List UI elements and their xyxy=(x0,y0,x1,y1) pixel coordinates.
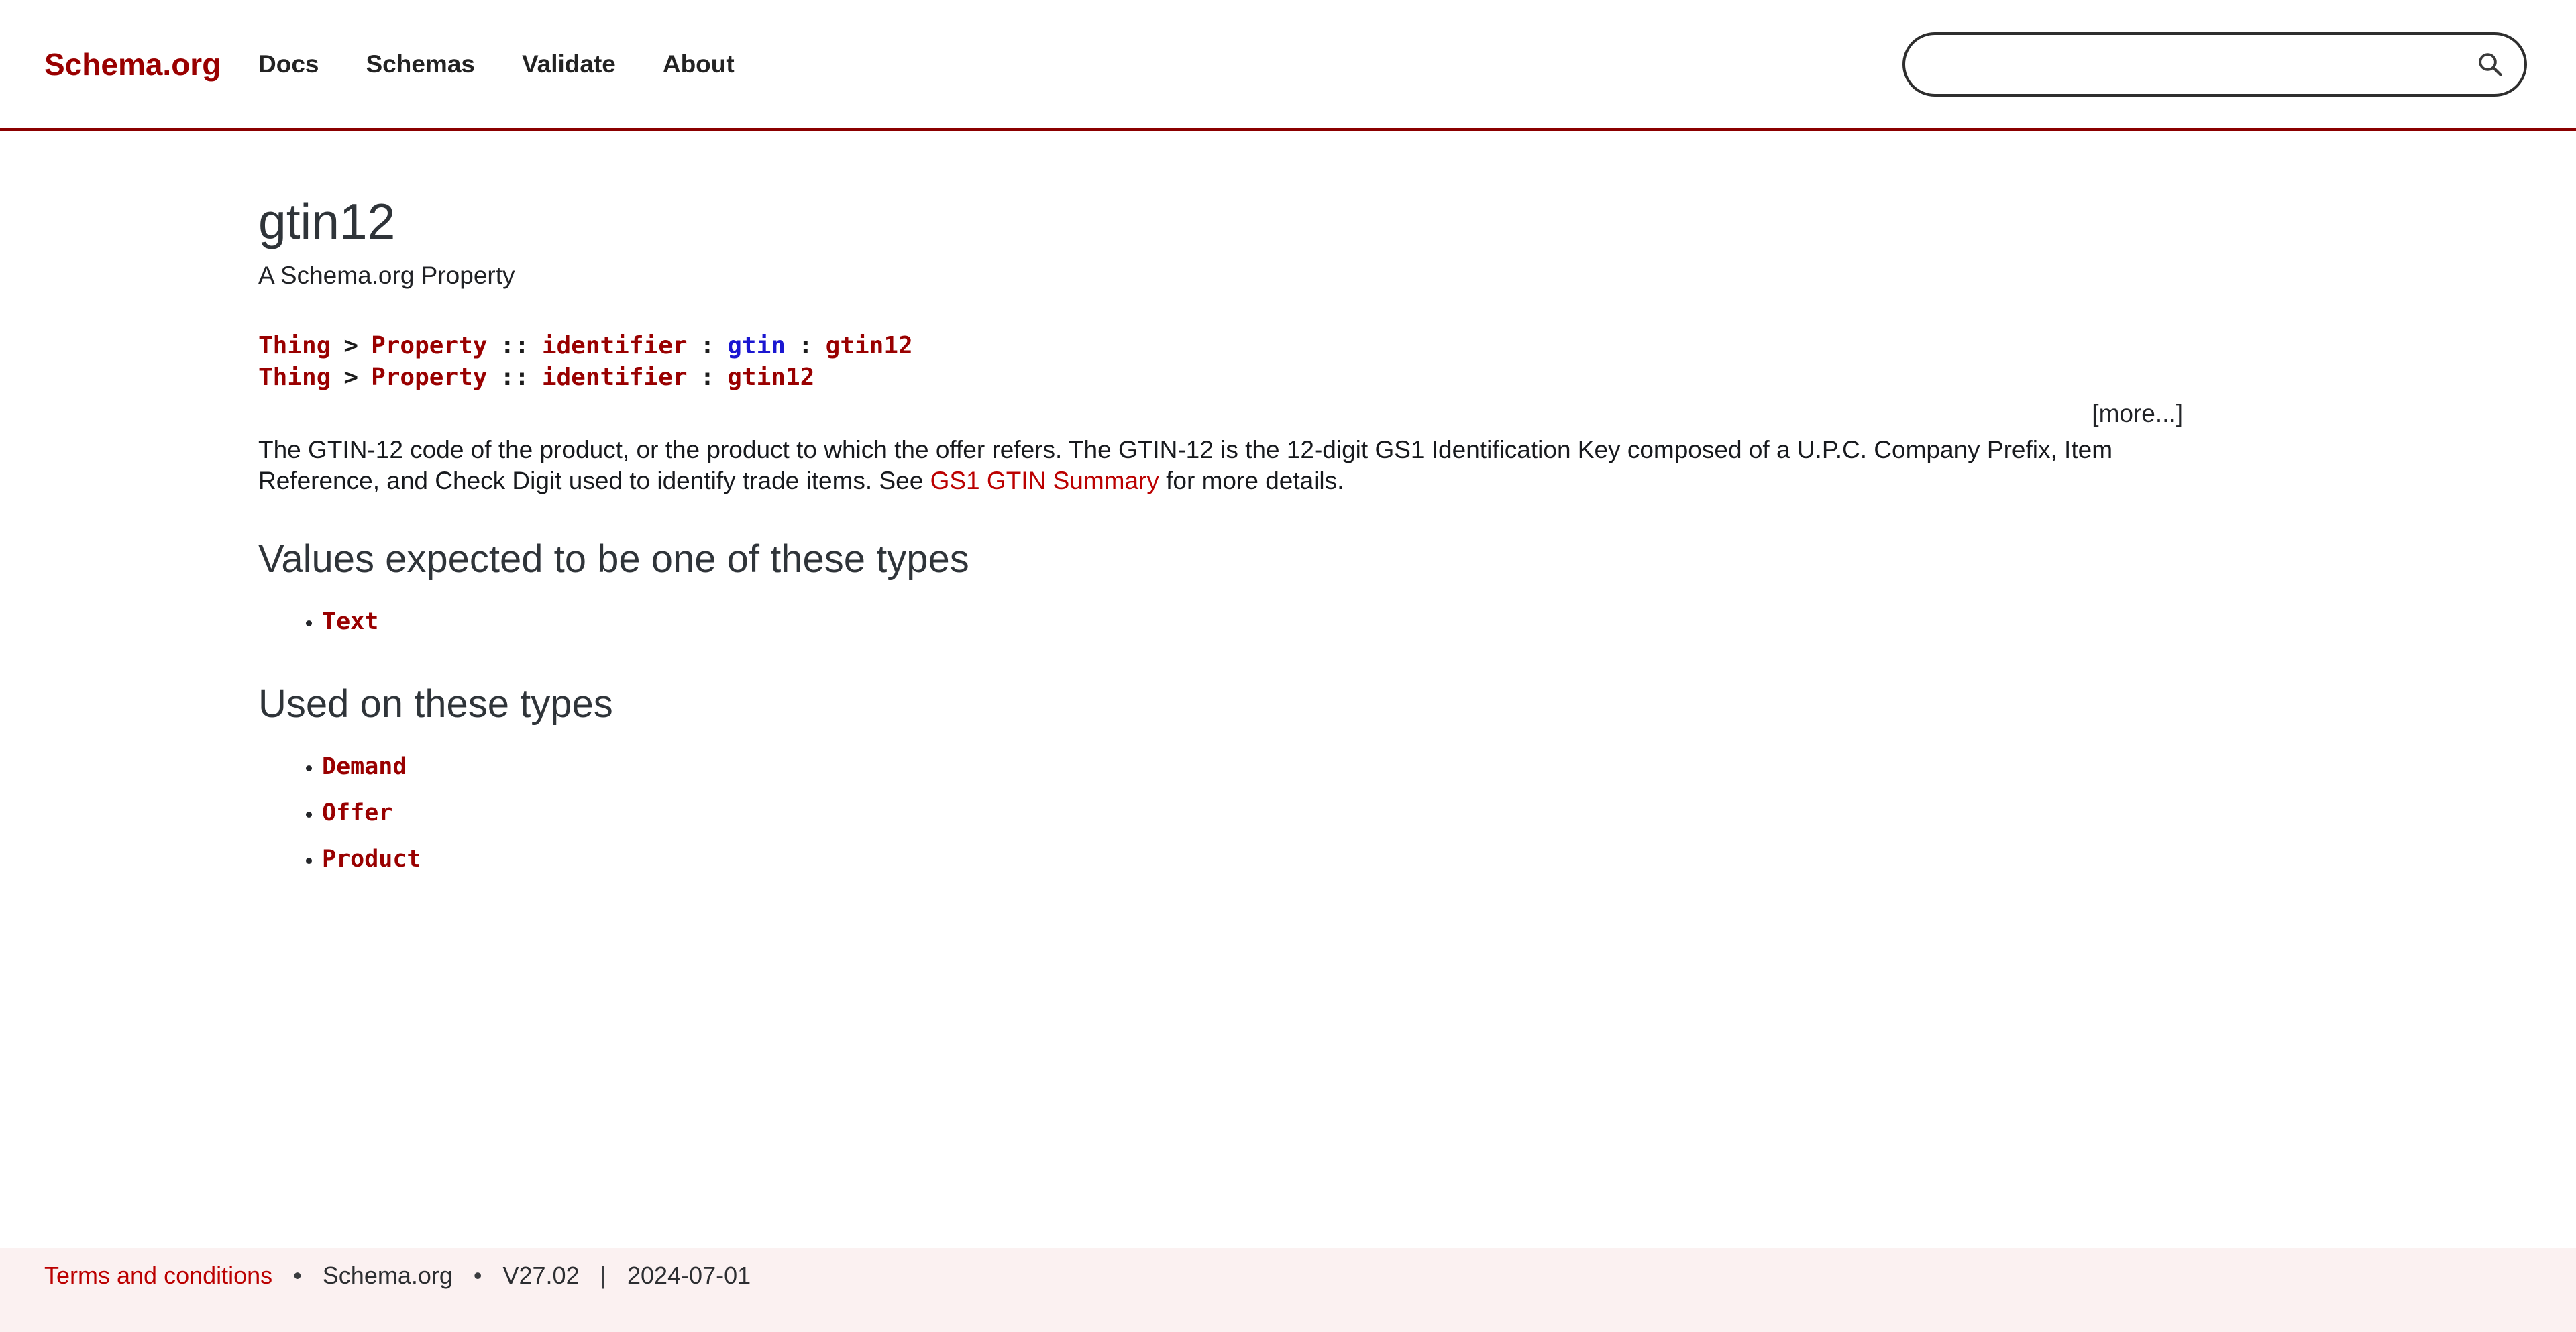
description-text: for more details. xyxy=(1159,466,1344,494)
values-section-title: Values expected to be one of these types xyxy=(258,537,969,581)
crumb-thing[interactable]: Thing xyxy=(258,331,331,359)
breadcrumb-line-1 xyxy=(258,330,2183,362)
crumb-separator: :: xyxy=(500,363,529,391)
crumb-thing[interactable]: Thing xyxy=(258,363,331,391)
used-section-title: Used on these types xyxy=(258,681,613,726)
breadcrumb-line-2 xyxy=(258,362,2183,393)
main-nav xyxy=(258,50,735,78)
nav-validate[interactable]: Validate xyxy=(521,50,616,78)
type-link-offer[interactable]: Offer xyxy=(322,799,393,826)
used-on-types-list xyxy=(258,752,2183,879)
crumb-identifier[interactable]: identifier xyxy=(541,363,688,391)
breadcrumb xyxy=(258,330,2183,393)
main-content xyxy=(0,131,2576,1248)
crumb-property[interactable]: Property xyxy=(371,331,488,359)
description-text: The GTIN-12 code of the product, or the product to which the offer refers. The GTIN-12 is the 12-digit GS1 Identification Key composed of a U.P.C. Company Prefix, Item Reference, and Check Digit used to identify trade items. See xyxy=(258,435,2113,494)
crumb-separator: > xyxy=(343,363,359,391)
footer xyxy=(0,1248,2576,1332)
terms-and-conditions-link[interactable]: Terms and conditions xyxy=(44,1262,273,1289)
list-item xyxy=(322,607,2183,641)
crumb-separator: : xyxy=(798,331,813,359)
crumb-separator: > xyxy=(343,331,359,359)
expected-types-list xyxy=(258,607,2183,641)
page-title: gtin12 xyxy=(258,193,396,249)
more-link[interactable]: [more...] xyxy=(2092,399,2183,427)
nav-schemas[interactable]: Schemas xyxy=(366,50,475,78)
list-item xyxy=(322,798,2183,832)
search-icon[interactable] xyxy=(2476,50,2504,78)
type-link-text[interactable]: Text xyxy=(322,608,379,635)
page-subtitle: A Schema.org Property xyxy=(258,261,515,289)
nav-docs[interactable]: Docs xyxy=(258,50,319,78)
search-input[interactable] xyxy=(1902,32,2527,97)
type-link-product[interactable]: Product xyxy=(322,845,421,873)
type-link-demand[interactable]: Demand xyxy=(322,753,407,780)
crumb-separator: : xyxy=(700,363,715,391)
footer-release-date: 2024-07-01 xyxy=(627,1262,751,1289)
gs1-gtin-summary-link[interactable]: GS1 GTIN Summary xyxy=(930,466,1159,494)
crumb-identifier[interactable]: identifier xyxy=(541,331,688,359)
crumb-gtin[interactable]: gtin xyxy=(727,331,786,359)
crumb-separator: :: xyxy=(500,331,529,359)
footer-separator-bar: | xyxy=(600,1262,606,1289)
nav-about[interactable]: About xyxy=(662,50,735,78)
crumb-separator: : xyxy=(700,331,715,359)
footer-separator-dot: • xyxy=(473,1262,482,1289)
schema-org-logo[interactable]: Schema.org xyxy=(44,46,221,82)
search-box xyxy=(1902,32,2527,97)
crumb-property[interactable]: Property xyxy=(371,363,488,391)
footer-version: V27.02 xyxy=(502,1262,580,1289)
crumb-gtin12: gtin12 xyxy=(825,331,913,359)
property-description xyxy=(258,435,2183,496)
header xyxy=(0,0,2576,131)
crumb-gtin12: gtin12 xyxy=(727,363,815,391)
footer-site-name: Schema.org xyxy=(322,1262,453,1289)
more-link-row xyxy=(258,398,2183,429)
list-item xyxy=(322,844,2183,879)
list-item xyxy=(322,752,2183,786)
footer-separator-dot: • xyxy=(293,1262,302,1289)
